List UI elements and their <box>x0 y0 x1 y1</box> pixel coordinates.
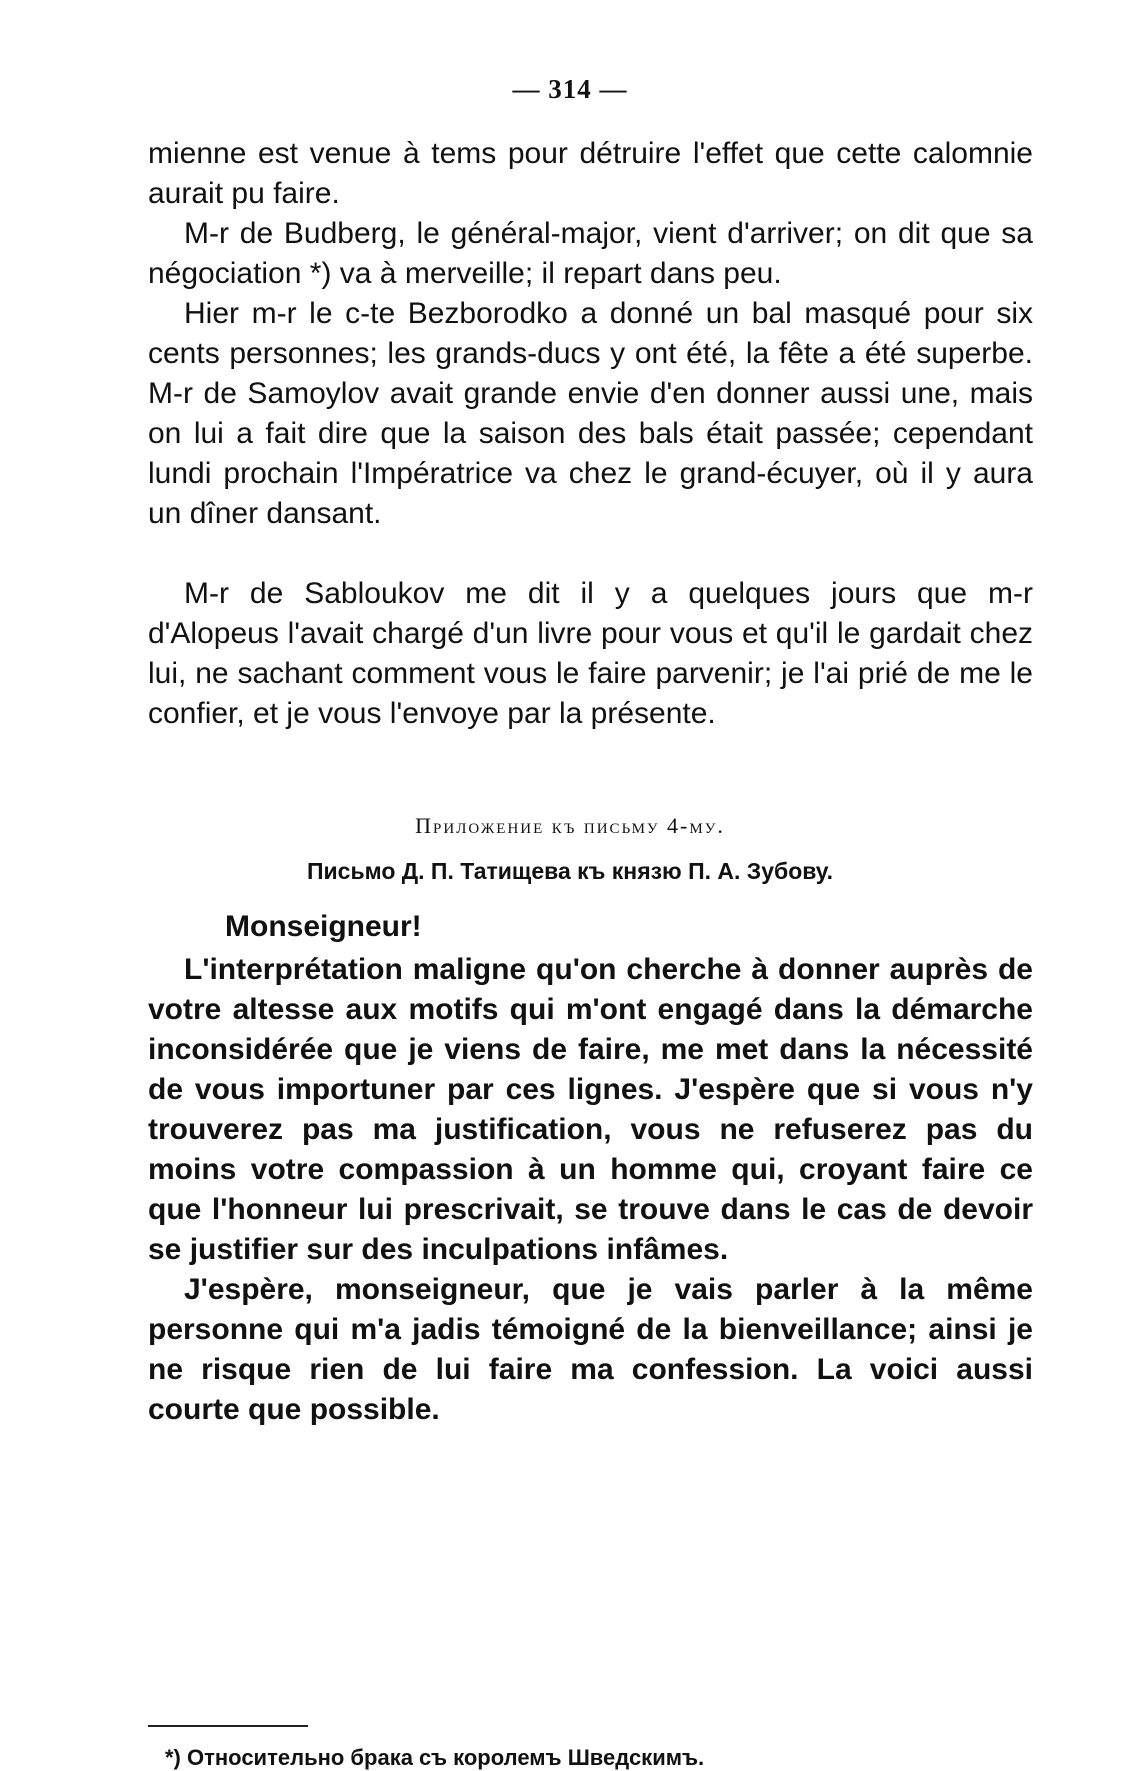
salutation: Monseigneur! <box>225 910 422 943</box>
paragraph: Hier m-r le c-te Bezborodko a donné un bal masqué pour six cents personnes; les grands-ducs y ont été, la fête a été superbe. M-r de Samoylov avait grande envie d'en donner aussi une, mais on lui a fait dire que la saison des bals était passée; cependant lundi prochain l'Impératrice va chez le grand-écuyer, où il y aura un dîner dansant. <box>148 297 1033 530</box>
letter-body <box>148 950 1033 1430</box>
paragraph: M-r de Budberg, le général-major, vient d'arriver; on dit que sa négociation *) va à merveille; il repart dans peu. <box>148 217 1033 290</box>
paragraph: L'interprétation maligne qu'on cherche à donner auprès de votre altesse aux motifs qui m'ont engagé dans la démarche inconsidérée que je viens de faire, me met dans la nécessité de vous importuner par ces lignes. J'espère que si vous n'y trouverez pas ma justification, vous ne refuserez pas du moins votre compassion à un homme qui, croyant faire ce que l'honneur lui prescrivait, se trouve dans le cas de devoir se justifier sur des inculpations infâmes. <box>148 953 1033 1266</box>
letter-heading: Письмо Д. П. Татищева къ князю П. А. Зубову. <box>307 858 833 884</box>
body-text-top <box>148 134 1033 534</box>
paragraph: J'espère, monseigneur, que je vais parler à la même personne qui m'a jadis témoigné de la bienveillance; ainsi je ne risque rien de lui faire ma confession. La voici aussi courte que possible. <box>148 1273 1033 1426</box>
appendix-heading: Приложение къ письму 4-му. <box>415 813 725 838</box>
footnote-divider <box>148 1725 308 1727</box>
page-number: — 314 — <box>512 74 628 104</box>
footnote: *) Относительно брака съ королемъ Шведскимъ. <box>165 1745 705 1770</box>
paragraph: mienne est venue à tems pour détruire l'effet que cette calomnie aurait pu faire. <box>148 137 1033 210</box>
paragraph: M-r de Sabloukov me dit il y a quelques jours que m-r d'Alopeus l'avait chargé d'un livre pour vous et qu'il le gardait chez lui, ne sachant comment vous le faire parvenir; je l'ai prié de me le confier, et je vous l'envoye par la présente. <box>148 577 1033 730</box>
body-text-middle <box>148 574 1033 734</box>
